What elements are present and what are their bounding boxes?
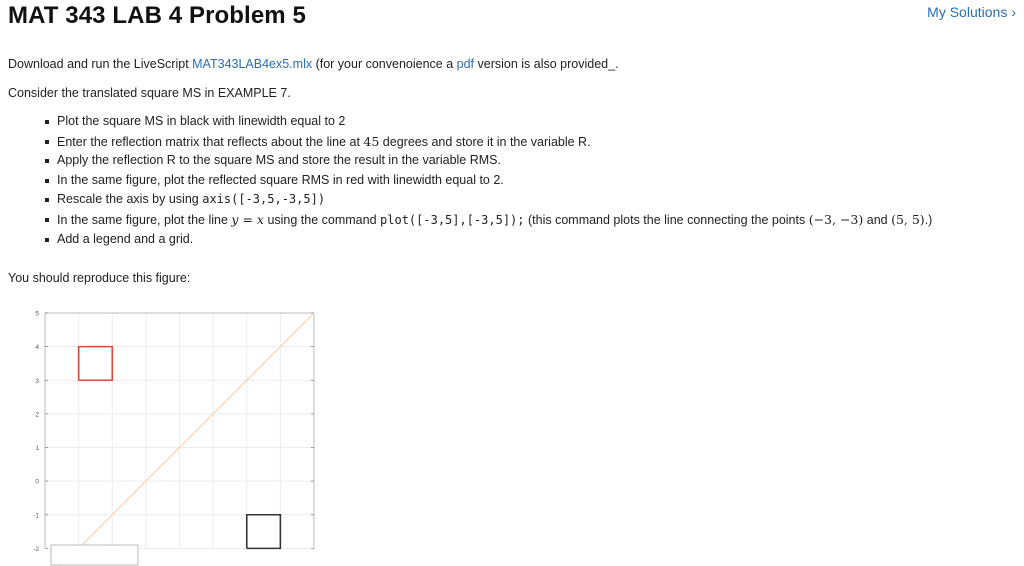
list-item	[40, 230, 932, 250]
livescript-link[interactable]: MAT343LAB4ex5.mlx	[192, 57, 313, 71]
step-text: Add a legend and a grid.	[57, 231, 194, 246]
y-tick-label: 4	[35, 344, 39, 352]
download-prefix: Download and run the LiveScript	[8, 57, 193, 71]
square-ms-series	[247, 515, 281, 549]
y-tick-label: -1	[33, 512, 39, 520]
y-tick-label: 0	[35, 478, 39, 486]
page-title: MAT 343 LAB 4 Problem 5	[8, 2, 306, 29]
step-text: .)	[924, 212, 933, 227]
download-suffix: version is also provided_.	[474, 57, 619, 71]
list-item	[40, 210, 932, 230]
list-item	[40, 190, 932, 210]
y-tick-label: -2	[33, 545, 39, 553]
instruction-list	[40, 112, 932, 249]
step-text: In the same figure, plot the line	[57, 212, 232, 227]
math-equals: =	[238, 211, 257, 227]
consider-text: Consider the translated square MS in EXAMPLE 7.	[8, 86, 291, 100]
point-two: (5, 5)	[891, 211, 925, 227]
math-x: x	[256, 211, 264, 227]
legend-box	[51, 545, 138, 565]
step-text: In the same figure, plot the reflected square RMS in red with linewidth equal to 2.	[57, 172, 504, 187]
step-text: Plot the square MS in black with linewidth equal to 2	[57, 114, 346, 128]
step-text: (this command plots the line connecting the points	[524, 212, 809, 227]
chevron-right-icon: ›	[1011, 4, 1016, 20]
step-text: using the command	[263, 212, 381, 227]
plot-command: plot([-3,5],[-3,5]);	[380, 212, 525, 227]
step-text: and	[863, 212, 892, 227]
download-instructions	[8, 57, 619, 71]
list-item	[40, 171, 932, 191]
my-solutions-link[interactable]	[927, 4, 1016, 20]
step-text: Enter the reflection matrix that reflects about the line at	[57, 134, 364, 149]
y-tick-label: 2	[35, 411, 39, 419]
step-text: Rescale the axis by using	[57, 192, 203, 207]
y-tick-label: 5	[35, 310, 39, 318]
list-item	[40, 151, 932, 171]
list-item	[40, 112, 932, 132]
square-rms-series	[79, 347, 113, 381]
reflection-figure	[28, 306, 328, 553]
angle-value: 45	[363, 133, 380, 149]
my-solutions-label: My Solutions	[927, 4, 1008, 20]
figure-caption: You should reproduce this figure:	[8, 271, 191, 285]
axis-command: axis([-3,5,-3,5])	[202, 192, 326, 207]
step-text: degrees and store it in the variable R.	[379, 134, 591, 149]
y-tick-label: 3	[35, 377, 39, 385]
math-y: y	[231, 211, 239, 227]
y-tick-label: 1	[35, 445, 39, 452]
list-item	[40, 132, 932, 152]
point-one: (−3, −3)	[808, 211, 864, 227]
pdf-link[interactable]: pdf	[456, 57, 475, 71]
download-middle: (for your convenoience a	[312, 57, 457, 71]
step-text: Apply the reflection R to the square MS and store the result in the variable RMS.	[57, 153, 501, 168]
